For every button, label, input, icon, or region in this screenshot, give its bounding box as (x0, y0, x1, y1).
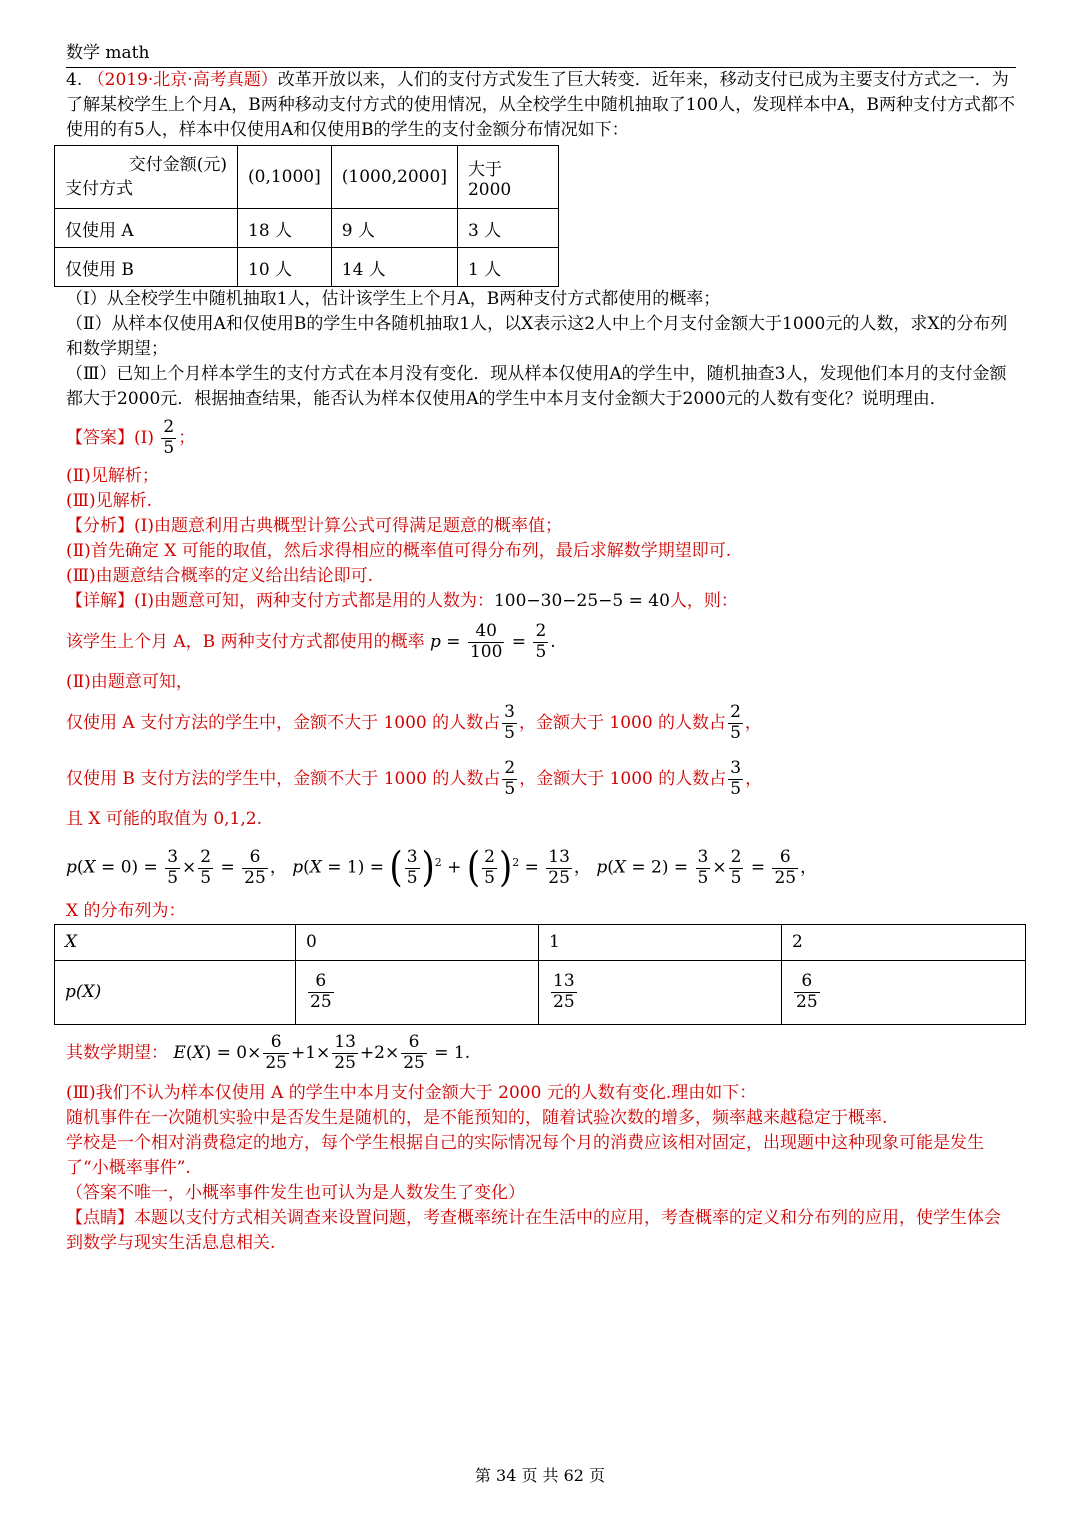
column-header: 2 (782, 924, 1026, 960)
column-header: (0,1000] (238, 146, 332, 209)
part3-line-4: （答案不唯一，小概率事件发生也可认为是人数发生了变化） (66, 1182, 525, 1203)
page-content (66, 40, 1016, 1256)
column-header: 1 (539, 924, 782, 960)
sub-question-1: （Ⅰ）从全校学生中随机抽取1人，估计该学生上个月A，B两种支付方式都使用的概率； (66, 289, 721, 309)
solution-continued (66, 1025, 1016, 1256)
table-cell: 9 人 (331, 209, 457, 248)
analysis-line-2: (Ⅱ)首先确定 X 可能的取值，然后求得相应的概率值可得分布列，最后求解数学期望即可. (66, 541, 732, 561)
detail-line-3: (Ⅱ)由题意可知， (66, 672, 193, 692)
row-label: p(X) (55, 960, 296, 1024)
question-text: 改革开放以来，人们的支付方式发生了巨大转变．近年来，移动支付已成为主要支付方式之一．为了解某校学生上个月A，B两种移动支付方式的使用情况，从全校学生中随机抽取了100人，发现样本中A，B两种支付方式都不使用的有5人，样本中仅使用A和仅使用B的学生的支付金额分布情况如下： (66, 70, 1015, 140)
detail-line-1: 【详解】(Ⅰ)由题意可知，两种支付方式都是用的人数为：100−30−25−5 = 40人，则： (66, 591, 738, 611)
analysis-line-1: 【分析】(Ⅰ)由题意利用古典概型计算公式可得满足题意的概率值； (66, 516, 562, 536)
detail-line-5: 仅使用 B 支付方法的学生中，金额不大于 1000 的人数占 $\frac{2}{5}$ ，金额大于 1000 的人数占 $\frac{3}{5}$ ， (66, 758, 763, 799)
question-number: 4. (66, 70, 83, 90)
answer-line-3: (Ⅲ)见解析. (66, 491, 153, 511)
row-label: 仅使用 B (55, 248, 238, 287)
part3-line-2: 随机事件在一次随机实验中是否发生是随机的，是不能预知的，随着试验次数的增多，频率越来越稳定于概率. (66, 1107, 888, 1128)
question-source: （2019·北京·高考真题） (87, 70, 278, 90)
table-cell: 1 人 (457, 248, 558, 287)
row-label: 仅使用 A (55, 209, 238, 248)
detail-line-6: 且 X 可能的取值为 0,1,2. (66, 809, 262, 829)
part3-line-1: (Ⅲ)我们不认为样本仅使用 A 的学生中本月支付金额大于 2000 元的人数有变化.理由如下： (66, 1082, 757, 1103)
column-header: 大于 2000 (457, 146, 558, 209)
page-footer: 第 34 页 共 62 页 (474, 1466, 606, 1485)
solution (66, 412, 1016, 924)
answer-line-1: 【答案】(Ⅰ) $\frac{2}{5}$ ； (66, 417, 196, 458)
table-row (55, 209, 559, 248)
column-header: 0 (296, 924, 539, 960)
distribution-table (54, 924, 1026, 1025)
detail-line-4: 仅使用 A 支付方法的学生中，金额不大于 1000 的人数占 $\frac{3}{5}$ ，金额大于 1000 的人数占 $\frac{2}{5}$ ， (66, 702, 762, 743)
distribution-title: X 的分布列为： (66, 900, 186, 921)
payment-table (54, 145, 559, 287)
table-cell: $\frac{6}{25}$ (782, 960, 1026, 1024)
part3-line-3: 学校是一个相对消费稳定的地方，每个学生根据自己的实际情况每个月的消费应该相对固定，出现题中这种现象可能是发生了“小概率事件”. (66, 1132, 984, 1178)
sub-question-2: （Ⅱ）从样本仅使用A和仅使用B的学生中各随机抽取1人，以X表示这2人中上个月支付金额大于1000元的人数，求X的分布列和数学期望； (66, 314, 1008, 359)
table-cell: $\frac{13}{25}$ (539, 960, 782, 1024)
detail-line-2: 该学生上个月 A，B 两种支付方式都使用的概率 p = $\frac{40}{100}$ = $\frac{2}{5}$ . (66, 621, 556, 662)
table-cell: 3 人 (457, 209, 558, 248)
column-header: (1000,2000] (331, 146, 457, 209)
comment: 【点睛】本题以支付方式相关调查来设置问题，考查概率统计在生活中的应用，考查概率的定义和分布列的应用，使学生体会到数学与现实生活息息相关. (66, 1207, 1001, 1253)
table-cell: 18 人 (238, 209, 332, 248)
question-stem (66, 68, 1016, 143)
table-corner-cell (55, 146, 238, 209)
table-cell: $\frac{6}{25}$ (296, 960, 539, 1024)
table-row (55, 248, 559, 287)
table-cell: 14 人 (331, 248, 457, 287)
expectation-line: 其数学期望： E(X) = 0× $\frac{6}{25}$ +1× $\frac{13}{25}$ +2× $\frac{6}{25}$ = 1. (66, 1032, 471, 1073)
corner-top-label: 交付金额(元) (128, 155, 227, 175)
column-header: X (55, 924, 296, 960)
probability-formulas: p(X = 0) = $\frac{3}{5}$ × $\frac{2}{5}$ = $\frac{6}{25}$ ， p(X = 1) = ( $\frac{3}{5}$ )$^2$ + ( $\frac{2}{5}$ )$^2$ = $\frac{13}{25}$ ， p(X = 2) = $\frac{3}{5}$ × $\frac{2}{5}$ = $\frac{6}{25}$ ， (66, 844, 818, 893)
fraction: $\frac{2}{5}$ (163, 417, 175, 458)
table-cell: 10 人 (238, 248, 332, 287)
page-header: 数学 math (66, 40, 1016, 68)
corner-bottom-label: 支付方式 (65, 179, 133, 199)
analysis-line-3: (Ⅲ)由题意结合概率的定义给出结论即可. (66, 566, 374, 586)
answer-line-2: (Ⅱ)见解析； (66, 466, 159, 486)
sub-question-3: （Ⅲ）已知上个月样本学生的支付方式在本月没有变化．现从样本仅使用A的学生中，随机抽查3人，发现他们本月的支付金额都大于2000元．根据抽查结果，能否认为样本仅使用A的学生中本月支付金额大于2000元的人数有变化？说明理由． (66, 364, 1007, 409)
